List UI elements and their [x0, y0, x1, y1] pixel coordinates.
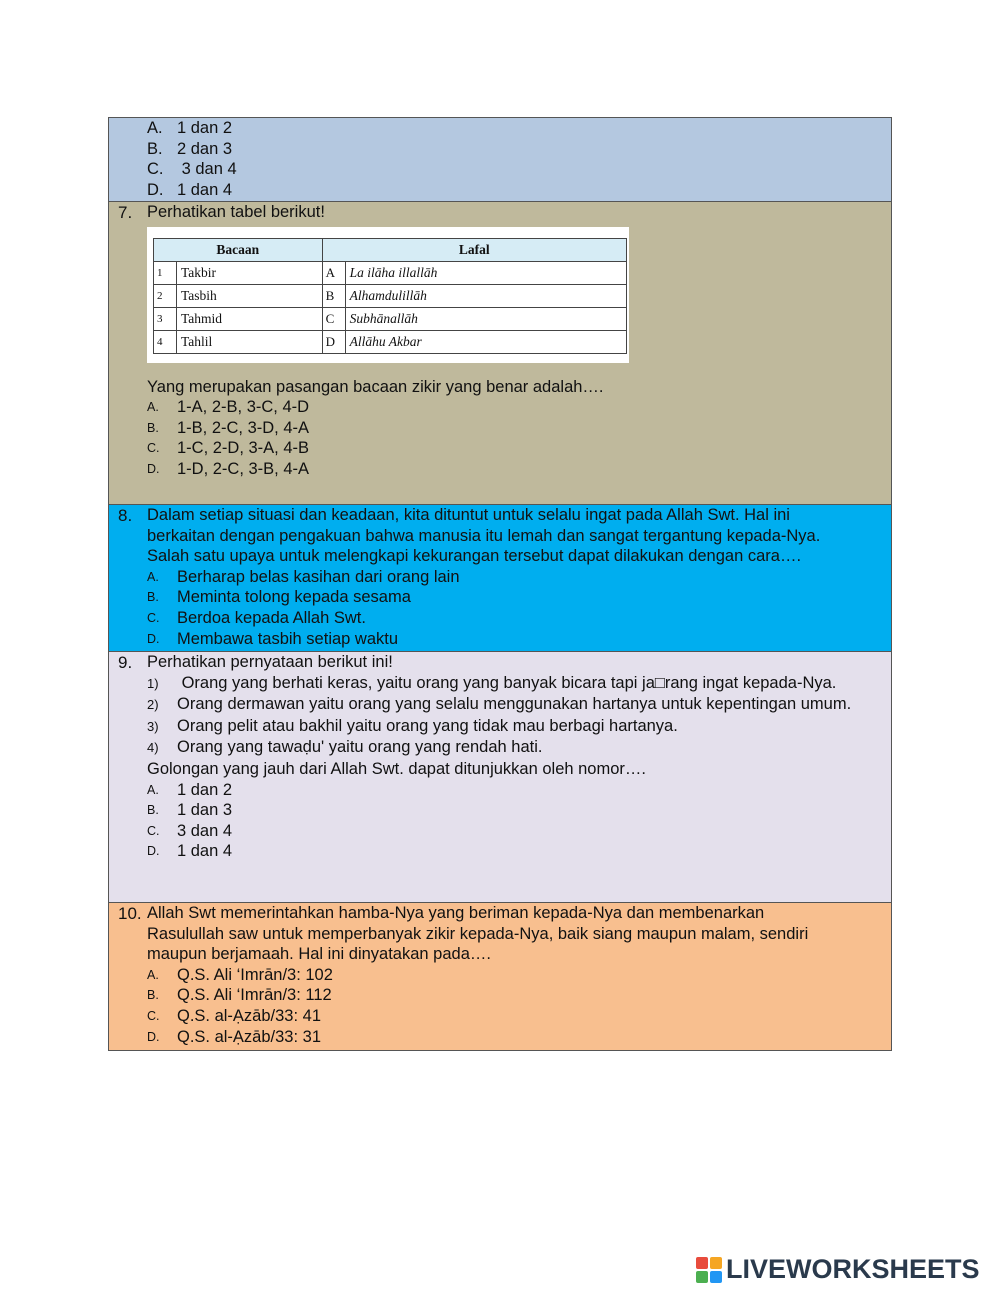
question-text-line: Allah Swt memerintahkan hamba-Nya yang beriman kepada-Nya dan membenarkan — [147, 904, 765, 922]
statement: 3) Orang pelit atau bakhil yaitu orang yang tidak mau berbagi hartanya. — [147, 716, 678, 735]
option[interactable]: C. Berdoa kepada Allah Swt. — [147, 608, 366, 627]
option[interactable]: A. 1-A, 2-B, 3-C, 4-D — [147, 398, 310, 417]
question-text: Yang merupakan pasangan bacaan zikir yang benar adalah…. — [147, 377, 604, 396]
option[interactable]: D. Q.S. al-Ạzāb/33: 31 — [147, 1027, 321, 1046]
option[interactable]: B. 1-B, 2-C, 3-D, 4-A — [147, 418, 310, 437]
logo-block — [696, 1257, 708, 1269]
question-prompt: Perhatikan pernyataan berikut ini! — [147, 653, 393, 671]
option[interactable]: B. 1 dan 3 — [147, 801, 233, 820]
question-number: 10. — [118, 904, 142, 923]
option[interactable]: C. 1-C, 2-D, 3-A, 4-B — [147, 439, 310, 458]
option[interactable]: A. Q.S. Ali ‘Imrān/3: 102 — [147, 965, 333, 984]
option[interactable]: C. 3 dan 4 — [147, 160, 237, 179]
table-header: Bacaan — [154, 238, 323, 261]
question-text: Golongan yang jauh dari Allah Swt. dapat ditunjukkan oleh nomor…. — [147, 759, 646, 778]
liveworksheets-logo[interactable] — [696, 1254, 980, 1285]
logo-block — [710, 1257, 722, 1269]
worksheet — [108, 117, 892, 1051]
zikir-table-image — [147, 227, 629, 363]
table-row: 3 Tahmid C Subhānallāh — [154, 307, 627, 330]
question-7 — [109, 201, 891, 504]
logo-block — [710, 1271, 722, 1283]
option[interactable]: B. 2 dan 3 — [147, 139, 233, 158]
logo-text: LIVEWORKSHEETS — [726, 1254, 980, 1284]
option[interactable]: D. 1 dan 4 — [147, 842, 233, 861]
question-text-line: berkaitan dengan pengakuan bahwa manusia itu lemah dan sangat tergantung kepada-Nya. — [147, 526, 821, 545]
table-row: 2 Tasbih B Alhamdulillāh — [154, 284, 627, 307]
statement: 1) Orang yang berhati keras, yaitu orang yang banyak bicara tapi ja□rang ingat kepada-Nya. — [147, 673, 837, 692]
table-header: Lafal — [322, 238, 626, 261]
option[interactable]: B. Q.S. Ali ‘Imrān/3: 112 — [147, 986, 332, 1005]
question-10 — [109, 902, 891, 1050]
statement: 4) Orang yang tawaḍu' yaitu orang yang rendah hati. — [147, 738, 543, 757]
question-text-line: Rasulullah saw untuk memperbanyak zikir kepada-Nya, baik siang maupun malam, sendiri — [147, 924, 809, 943]
option[interactable]: A. 1 dan 2 — [147, 780, 233, 799]
question-number: 8. — [118, 506, 133, 525]
logo-block — [696, 1271, 708, 1283]
table-row: 4 Tahlil D Allāhu Akbar — [154, 330, 627, 353]
question-8 — [109, 504, 891, 651]
question-text-line: maupun berjamaah. Hal ini dinyatakan pada…. — [147, 945, 491, 964]
question-number: 9. — [118, 653, 133, 672]
option[interactable]: B. Meminta tolong kepada sesama — [147, 588, 411, 607]
question-6-options — [109, 118, 891, 201]
option[interactable]: C. Q.S. al-Ạzāb/33: 41 — [147, 1006, 321, 1025]
option[interactable]: C. 3 dan 4 — [147, 821, 233, 840]
logo-icon — [696, 1257, 722, 1283]
option[interactable]: A. 1 dan 2 — [147, 119, 233, 137]
question-prompt: Perhatikan tabel berikut! — [147, 203, 325, 221]
option[interactable]: A. Berharap belas kasihan dari orang lain — [147, 567, 460, 586]
statement: 2) Orang dermawan yaitu orang yang selalu menggunakan hartanya untuk kepentingan umum. — [147, 695, 852, 714]
table-row: 1 Takbir A La ilāha illallāh — [154, 261, 627, 284]
question-9 — [109, 651, 891, 902]
option[interactable]: D. 1-D, 2-C, 3-B, 4-A — [147, 459, 310, 478]
zikir-table — [153, 238, 627, 354]
question-text-line: Dalam setiap situasi dan keadaan, kita dituntut untuk selalu ingat pada Allah Swt. Hal ini — [147, 506, 790, 524]
question-text-line: Salah satu upaya untuk melengkapi kekurangan tersebut dapat dilakukan dengan cara…. — [147, 547, 802, 566]
option[interactable]: D. 1 dan 4 — [147, 180, 233, 199]
option[interactable]: D. Membawa tasbih setiap waktu — [147, 629, 399, 648]
question-number: 7. — [118, 203, 133, 222]
